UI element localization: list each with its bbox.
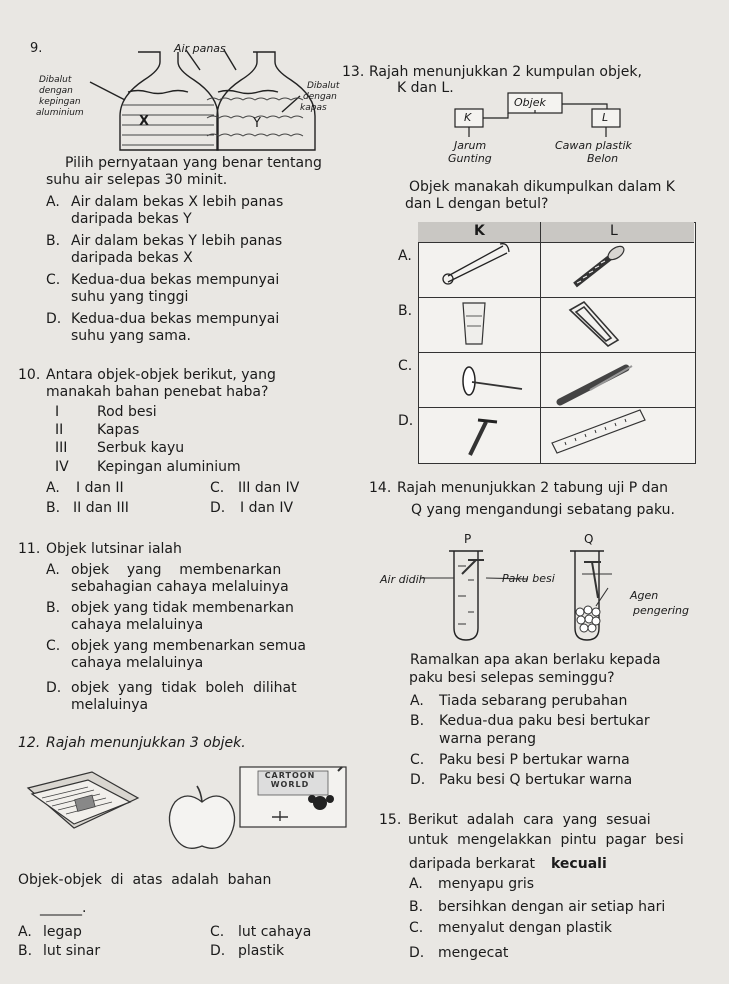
question-keyword: kecuali — [551, 856, 607, 872]
option-text[interactable]: menyapu gris — [438, 876, 535, 892]
option-letter[interactable]: B. — [398, 303, 413, 319]
option-text[interactable]: objek yang membenarkan semua — [71, 638, 306, 654]
group-l-item: Cawan plastik — [555, 139, 632, 152]
label-right: dengan — [303, 92, 337, 102]
tree-k-label: K — [464, 111, 472, 124]
question-stem: daripada berkarat — [409, 856, 536, 872]
drying-agent-icon — [576, 606, 600, 632]
question-number: 15. — [379, 812, 402, 828]
question-stem: Ramalkan apa akan berlaku kepada — [410, 652, 661, 668]
option-letter[interactable]: C. — [398, 358, 413, 374]
option-text[interactable]: daripada bekas Y — [71, 211, 192, 227]
option-text[interactable]: objek yang tidak membenarkan — [71, 600, 294, 616]
cd-title: CARTOON WORLD — [264, 771, 316, 789]
question-stem: untuk mengelakkan pintu pagar besi — [408, 832, 684, 848]
option-text[interactable]: lut cahaya — [238, 924, 312, 940]
option-letter[interactable]: A. — [409, 876, 423, 892]
question-stem: Objek-objek di atas adalah bahan — [18, 872, 272, 888]
option-text[interactable]: Kedua-dua bekas mempunyai — [71, 311, 280, 327]
option-letter[interactable]: C. — [409, 920, 424, 936]
question-stem: suhu air selepas 30 minit. — [46, 172, 228, 188]
option-letter[interactable]: D. — [410, 772, 426, 788]
option-letter[interactable]: B. — [46, 233, 61, 249]
label-hot-water: Air panas — [174, 42, 226, 55]
option-text[interactable]: I dan IV — [240, 500, 294, 516]
item-text: Kepingan aluminium — [97, 459, 241, 475]
item-roman: II — [55, 422, 64, 438]
option-letter[interactable]: D. — [46, 311, 62, 327]
question-number: 9. — [30, 41, 43, 56]
question-stem: Q yang mengandungi sebatang paku. — [411, 502, 675, 518]
option-text[interactable]: daripada bekas X — [71, 250, 193, 266]
option-text[interactable]: Tiada sebarang perubahan — [439, 693, 628, 709]
option-letter[interactable]: B. — [410, 713, 425, 729]
option-text[interactable]: suhu yang tinggi — [71, 289, 189, 305]
option-letter[interactable]: D. — [210, 943, 226, 959]
tree-root-label: Objek — [514, 96, 546, 109]
option-text[interactable]: mengecat — [438, 945, 509, 961]
label-left: dengan — [39, 86, 73, 96]
option-text[interactable]: cahaya melaluinya — [71, 617, 204, 633]
label-right: kapas — [300, 103, 327, 113]
question-number: 11. — [18, 541, 41, 557]
table-header-l: L — [610, 223, 618, 239]
option-letter[interactable]: B. — [409, 899, 424, 915]
option-letter[interactable]: C. — [410, 752, 425, 768]
option-letter[interactable]: B. — [18, 943, 33, 959]
tube-q-label: Q — [584, 532, 594, 546]
item-text: Rod besi — [97, 404, 157, 420]
label-drying-agent: Agen — [630, 589, 659, 602]
option-letter[interactable]: A. — [46, 562, 60, 578]
question-number: 12. — [18, 735, 41, 751]
option-letter[interactable]: D. — [46, 680, 62, 696]
question-stem: Rajah menunjukkan 3 objek. — [46, 735, 246, 751]
option-text[interactable]: warna perang — [439, 731, 537, 747]
question-stem: K dan L. — [397, 80, 454, 96]
option-text[interactable]: plastik — [238, 943, 285, 959]
label-drying-agent: pengering — [633, 604, 690, 617]
option-letter[interactable]: C. — [210, 480, 225, 496]
question-stem: manakah bahan penebat haba? — [46, 384, 269, 400]
option-text[interactable]: suhu yang sama. — [71, 328, 191, 344]
option-letter[interactable]: D. — [210, 500, 226, 516]
item-roman: IV — [55, 459, 69, 475]
question-stem: Berikut adalah cara yang sesuai — [408, 812, 651, 828]
question-number: 10. — [18, 367, 41, 383]
option-text[interactable]: Paku besi Q bertukar warna — [439, 772, 633, 788]
option-letter[interactable]: A. — [18, 924, 32, 940]
question-stem: dan L dengan betul? — [405, 196, 549, 212]
bottle-y-label: Y — [253, 116, 261, 131]
option-text[interactable]: Paku besi P bertukar warna — [439, 752, 630, 768]
item-roman: III — [55, 440, 68, 456]
label-boiled-water: Air didih — [380, 573, 426, 586]
label-left: kepingan — [39, 97, 81, 107]
option-text[interactable]: objek yang tidak boleh dilihat — [71, 680, 297, 696]
option-text[interactable]: cahaya melaluinya — [71, 655, 204, 671]
option-letter[interactable]: A. — [410, 693, 424, 709]
label-left: aluminium — [36, 108, 84, 118]
option-letter[interactable]: C. — [46, 638, 61, 654]
option-letter[interactable]: C. — [210, 924, 225, 940]
option-text[interactable]: I dan II — [76, 480, 124, 496]
option-text[interactable]: II dan III — [73, 500, 129, 516]
label-right: Dibalut — [307, 81, 340, 91]
tree-l-label: L — [602, 111, 609, 124]
option-text[interactable]: bersihkan dengan air setiap hari — [438, 899, 666, 915]
option-text[interactable]: Air dalam bekas X lebih panas — [71, 194, 284, 210]
option-text[interactable]: Kedua-dua bekas mempunyai — [71, 272, 280, 288]
option-text[interactable]: III dan IV — [238, 480, 300, 496]
label-left: Dibalut — [39, 75, 72, 85]
option-text[interactable]: Kedua-dua paku besi bertukar — [439, 713, 650, 729]
question-stem: Rajah menunjukkan 2 tabung uji P dan — [397, 480, 669, 496]
group-k-item: Jarum — [454, 139, 487, 152]
option-letter[interactable]: A. — [46, 194, 60, 210]
table-header-k: K — [474, 223, 485, 239]
item-roman: I — [55, 404, 60, 420]
question-stem: Rajah menunjukkan 2 kumpulan objek, — [369, 64, 642, 80]
option-letter[interactable]: C. — [46, 272, 61, 288]
option-letter[interactable]: D. — [398, 413, 414, 429]
option-letter[interactable]: A. — [46, 480, 60, 496]
item-text: Serbuk kayu — [97, 440, 185, 456]
question-stem: Pilih pernyataan yang benar tentang — [65, 155, 322, 171]
question-number: 13. — [342, 64, 365, 80]
group-k-item: Gunting — [448, 152, 492, 165]
option-letter[interactable]: B. — [46, 500, 61, 516]
option-letter[interactable]: A. — [398, 248, 412, 264]
label-iron-nail: Paku besi — [502, 572, 555, 585]
item-text: Kapas — [97, 422, 140, 438]
bottle-x-label: X — [139, 114, 150, 129]
group-l-item: Belon — [587, 152, 619, 165]
option-text[interactable]: legap — [43, 924, 82, 940]
tube-p-label: P — [464, 532, 472, 546]
option-text[interactable]: melaluinya — [71, 697, 149, 713]
answer-blank: ______. — [40, 900, 87, 916]
question-stem: Objek lutsinar ialah — [46, 541, 182, 557]
option-text[interactable]: objek yang membenarkan — [71, 562, 282, 578]
option-text[interactable]: lut sinar — [43, 943, 101, 959]
question-number: 14. — [369, 480, 392, 496]
question-stem: Antara objek-objek berikut, yang — [46, 367, 276, 383]
option-text[interactable]: menyalut dengan plastik — [438, 920, 612, 936]
option-text[interactable]: Air dalam bekas Y lebih panas — [71, 233, 283, 249]
question-stem: paku besi selepas seminggu? — [409, 670, 615, 686]
option-text[interactable]: sebahagian cahaya melaluinya — [71, 579, 289, 595]
question-stem: Objek manakah dikumpulkan dalam K — [409, 179, 675, 195]
option-letter[interactable]: D. — [409, 945, 425, 961]
option-letter[interactable]: B. — [46, 600, 61, 616]
